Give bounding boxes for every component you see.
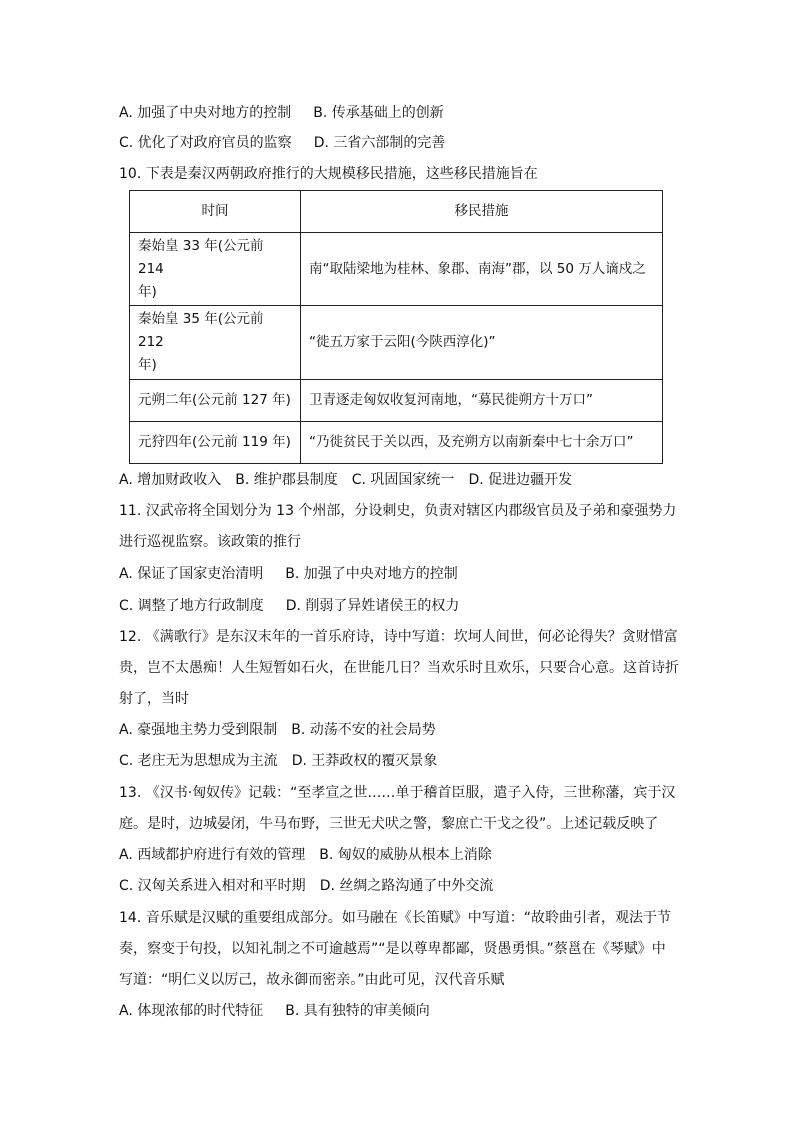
- q13-stem-line-1: 13. 《汉书·匈奴传》记载：“至孝宣之世……单于稽首臣服，遣子入侍，三世称藩，宾于汉: [119, 785, 676, 801]
- q14-option-a[interactable]: A. 体现浓郁的时代特征: [119, 1003, 264, 1019]
- q11-option-a[interactable]: A. 保证了国家吏治清明: [119, 566, 264, 582]
- table-cell-time: 元狩四年(公元前 119 年): [130, 422, 301, 464]
- q11-options-row-1: [119, 564, 458, 584]
- q10-option-a[interactable]: A. 增加财政收入: [119, 472, 222, 488]
- q10-stem: 10. 下表是秦汉两朝政府推行的大规模移民措施，这些移民措施旨在: [119, 166, 538, 182]
- q11-option-b[interactable]: B. 加强了中央对地方的控制: [285, 566, 458, 582]
- q12-option-d[interactable]: D. 王莽政权的覆灭景象: [291, 753, 438, 769]
- q9-option-c[interactable]: C. 优化了对政府官员的监察: [119, 135, 292, 151]
- table-cell-time: 秦始皇 33 年(公元前 214 年): [130, 233, 301, 306]
- table-cell-measure: “乃徙贫民于关以西，及充朔方以南新秦中七十余万口”: [301, 422, 663, 464]
- q9-option-d[interactable]: D. 三省六部制的完善: [313, 135, 446, 151]
- q13-stem-line-2: 庭。是时，边城晏闭，牛马布野，三世无犬吠之警，黎庶亡干戈之役”。上述记载反映了: [119, 816, 659, 832]
- table-row: [130, 233, 663, 306]
- q11-option-c[interactable]: C. 调整了地方行政制度: [119, 598, 264, 614]
- table-cell-measure: 卫青逐走匈奴收复河南地，“募民徙朔方十万口”: [301, 380, 663, 422]
- q11-option-d[interactable]: D. 削弱了异姓诸侯王的权力: [285, 598, 460, 614]
- q14-options-row-1: [119, 1001, 430, 1021]
- q12-option-a[interactable]: A. 豪强地主势力受到限制: [119, 722, 278, 738]
- q12-options-row-2: [119, 751, 437, 771]
- q11-stem-line-2: 进行巡视监察。该政策的推行: [119, 534, 301, 550]
- q10-option-d[interactable]: D. 促进边疆开发: [468, 472, 573, 488]
- q10-option-c[interactable]: C. 巩固国家统一: [351, 472, 455, 488]
- table-cell-time: 元朔二年(公元前 127 年): [130, 380, 301, 422]
- q13-option-b[interactable]: B. 匈奴的威胁从根本上消除: [319, 847, 492, 863]
- q13-options-row-1: [119, 845, 492, 865]
- table-cell-measure: 南“取陆梁地为桂林、象郡、南海”郡，以 50 万人谪戍之: [301, 233, 663, 306]
- table-cell-time: 秦始皇 35 年(公元前 212 年): [130, 306, 301, 380]
- q9-options-row-2: [119, 133, 445, 153]
- q13-option-c[interactable]: C. 汉匈关系进入相对和平时期: [119, 878, 306, 894]
- table-header-time: 时间: [130, 191, 301, 233]
- q12-options-row-1: [119, 720, 436, 740]
- q13-option-a[interactable]: A. 西域都护府进行有效的管理: [119, 847, 306, 863]
- table-row: [130, 422, 663, 464]
- table-cell-measure: “徙五万家于云阳(今陕西淳化)”: [301, 306, 663, 380]
- q12-stem-line-2: 贵，岂不太愚痴！人生短暂如石火，在世能几日？当欢乐时且欢乐，只要合心意。这首诗折: [119, 660, 679, 676]
- q9-options-row-1: [119, 103, 444, 123]
- table-row: [130, 306, 663, 380]
- q14-stem-line-2: 奏，察变于句投，以知礼制之不可逾越焉”“是以尊卑都鄙，贤愚勇惧。”蔡邕在《琴赋》中: [119, 941, 666, 957]
- q10-options: [119, 470, 572, 490]
- migration-table: [129, 190, 663, 464]
- q12-stem-line-1: 12. 《满歌行》是东汉末年的一首乐府诗，诗中写道：坎坷人间世，何必论得失？贪财惜富: [119, 629, 678, 645]
- q10-option-b[interactable]: B. 维护郡县制度: [235, 472, 338, 488]
- q14-stem-line-1: 14. 音乐赋是汉赋的重要组成部分。如马融在《长笛赋》中写道：“故聆曲引者，观法于节: [119, 910, 671, 926]
- table-header-measure: 移民措施: [301, 191, 663, 233]
- q14-option-b[interactable]: B. 具有独特的审美倾向: [285, 1003, 430, 1019]
- q11-stem-line-1: 11. 汉武帝将全国划分为 13 个州部，分设刺史，负责对辖区内郡级官员及子弟和豪强势力: [119, 503, 677, 519]
- q13-option-d[interactable]: D. 丝绸之路沟通了中外交流: [319, 878, 494, 894]
- q12-stem-line-3: 射了，当时: [119, 691, 189, 707]
- q14-stem-line-3: 写道：“明仁义以厉己，故永御而密亲。”由此可见，汉代音乐赋: [119, 972, 505, 988]
- q9-option-a[interactable]: A. 加强了中央对地方的控制: [119, 105, 292, 121]
- q13-options-row-2: [119, 876, 493, 896]
- q12-option-b[interactable]: B. 动荡不安的社会局势: [291, 722, 436, 738]
- table-header-row: [130, 191, 663, 233]
- q12-option-c[interactable]: C. 老庄无为思想成为主流: [119, 753, 278, 769]
- table-row: [130, 380, 663, 422]
- q9-option-b[interactable]: B. 传承基础上的创新: [313, 105, 444, 121]
- q11-options-row-2: [119, 596, 459, 616]
